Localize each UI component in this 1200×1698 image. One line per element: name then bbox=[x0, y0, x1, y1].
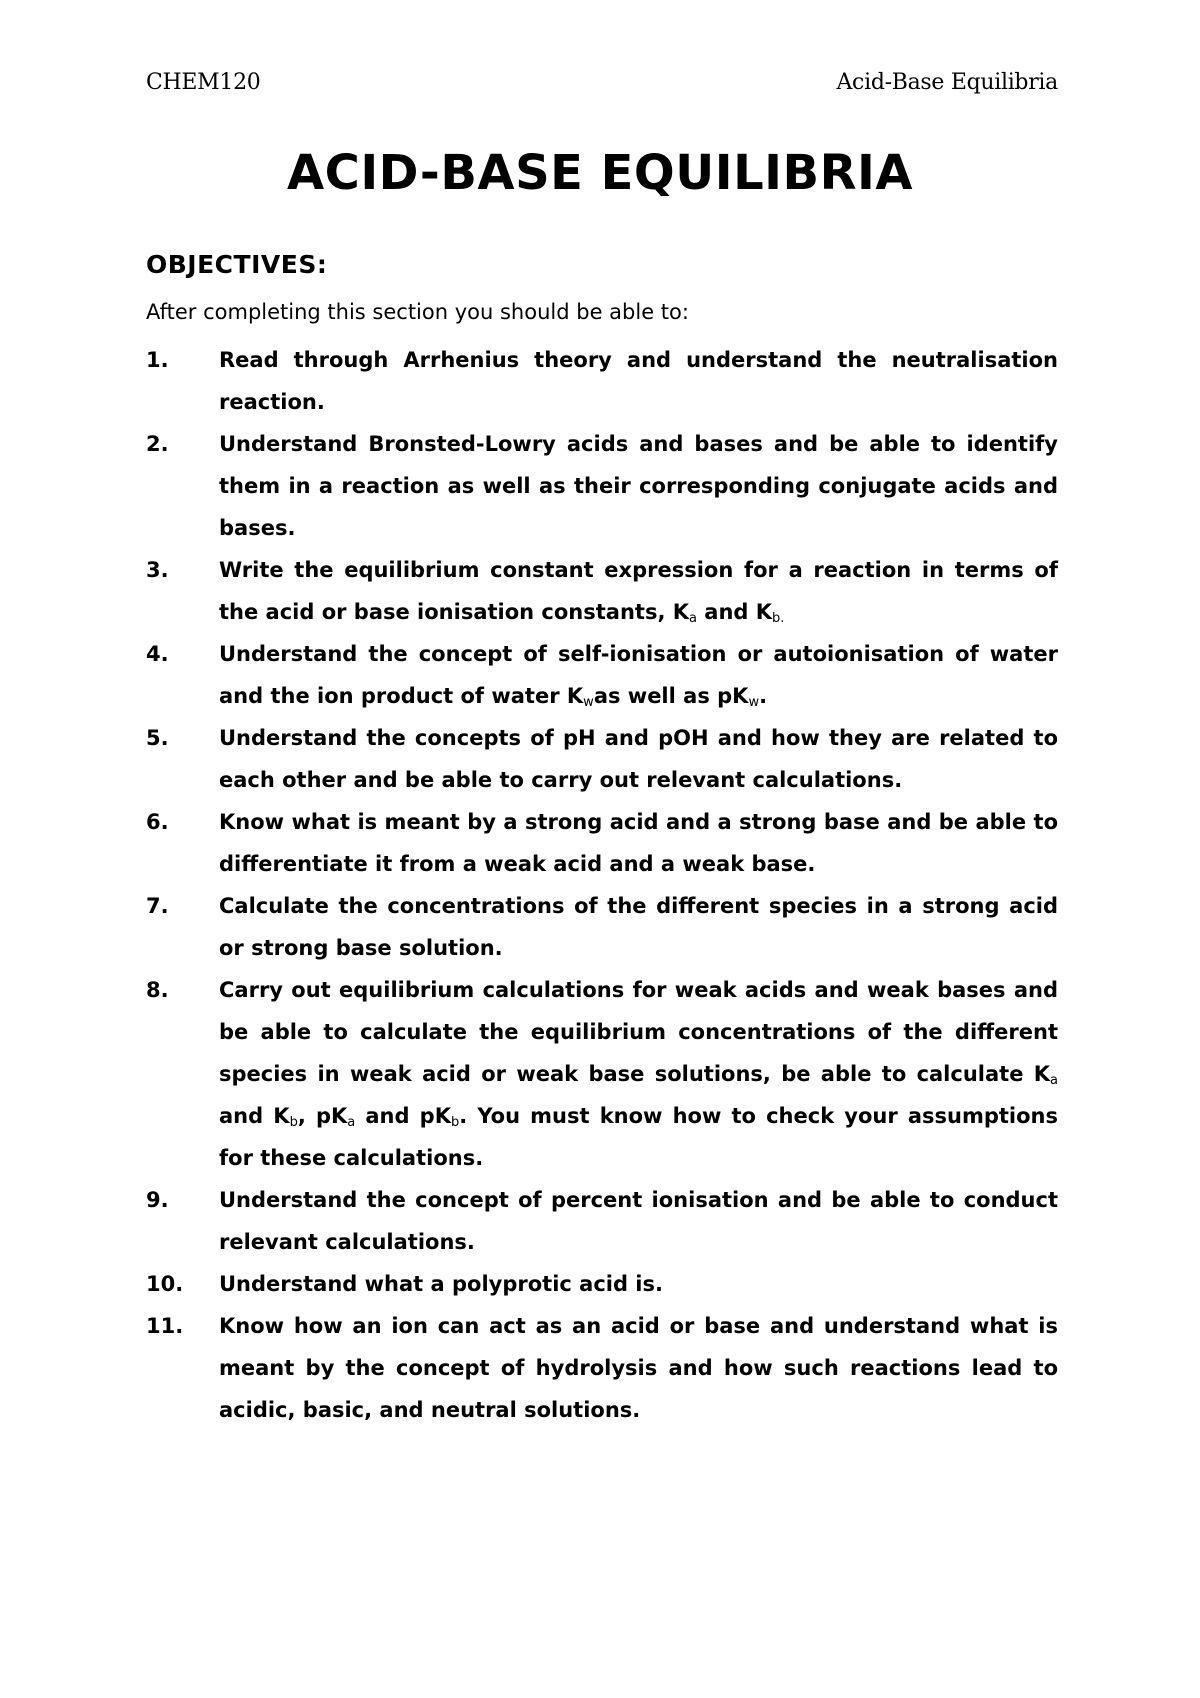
objective-number: 1. bbox=[146, 348, 169, 372]
subscript: w bbox=[583, 695, 594, 710]
objective-text bbox=[219, 969, 1058, 1179]
objective-number: 6. bbox=[146, 810, 169, 834]
objectives-list bbox=[146, 339, 1058, 1431]
objective-item bbox=[146, 1305, 1058, 1431]
objective-item bbox=[146, 717, 1058, 801]
objective-item bbox=[146, 969, 1058, 1179]
objective-text bbox=[219, 633, 1058, 717]
objective-text-segment: . You must know how to check your assumptions for these calculations. bbox=[219, 1104, 1059, 1170]
objective-text-segment: Understand the concepts of pH and pOH and how they are related to each other and be able to carry out relevant calculations. bbox=[219, 726, 1058, 792]
subscript: a bbox=[689, 611, 697, 626]
objective-text-segment: Understand what a polyprotic acid is. bbox=[219, 1272, 663, 1296]
subscript: b. bbox=[772, 611, 785, 626]
objective-text-segment: Understand Bronsted-Lowry acids and bases and be able to identify them in a reaction as well as their corresponding conjugate acids and bases. bbox=[219, 432, 1058, 540]
objective-number: 7. bbox=[146, 894, 169, 918]
objective-text bbox=[219, 717, 1058, 801]
objectives-intro: After completing this section you should be able to: bbox=[146, 300, 689, 324]
objective-text bbox=[219, 1263, 1058, 1305]
objective-item bbox=[146, 633, 1058, 717]
objective-text-segment: and K bbox=[219, 1104, 290, 1128]
subscript: w bbox=[748, 695, 760, 710]
subscript: a bbox=[1050, 1073, 1058, 1088]
header-course-code: CHEM120 bbox=[146, 70, 261, 95]
objective-number: 8. bbox=[146, 978, 169, 1002]
objective-text-segment: Write the equilibrium constant expression for a reaction in terms of the acid or base ionisation constants, K bbox=[219, 558, 1058, 624]
objective-item bbox=[146, 549, 1058, 633]
objective-number: 2. bbox=[146, 432, 169, 456]
objective-text-segment: and K bbox=[696, 600, 773, 624]
objective-item bbox=[146, 885, 1058, 969]
objective-text bbox=[219, 1305, 1058, 1431]
objectives-heading: OBJECTIVES: bbox=[146, 250, 328, 279]
objective-number: 9. bbox=[146, 1188, 169, 1212]
objective-number: 5. bbox=[146, 726, 169, 750]
objective-text-segment: Understand the concept of self-ionisation or autoionisation of water and the ion product of water K bbox=[219, 642, 1058, 708]
objective-item bbox=[146, 801, 1058, 885]
objective-number: 11. bbox=[146, 1314, 184, 1338]
page-title: ACID-BASE EQUILIBRIA bbox=[286, 145, 914, 201]
running-header bbox=[146, 70, 1058, 104]
objective-text-segment: Know how an ion can act as an acid or base and understand what is meant by the concept of hydrolysis and how such reactions lead to acidic, basic, and neutral solutions. bbox=[219, 1314, 1058, 1422]
objective-number: 4. bbox=[146, 642, 169, 666]
objective-number: 3. bbox=[146, 558, 169, 582]
objective-text-segment: and pK bbox=[355, 1104, 451, 1128]
objective-text bbox=[219, 801, 1058, 885]
objective-item bbox=[146, 423, 1058, 549]
subscript: b bbox=[451, 1115, 460, 1130]
objective-text-segment: , pK bbox=[297, 1104, 348, 1128]
objective-item bbox=[146, 1179, 1058, 1263]
objective-item bbox=[146, 339, 1058, 423]
objective-text-segment: Understand the concept of percent ionisation and be able to conduct relevant calculations. bbox=[219, 1188, 1058, 1254]
objective-text-segment: . bbox=[759, 684, 768, 708]
objective-item bbox=[146, 1263, 1058, 1305]
objective-text bbox=[219, 885, 1058, 969]
objective-text-segment: as well as pK bbox=[593, 684, 749, 708]
objective-number: 10. bbox=[146, 1272, 184, 1296]
objective-text bbox=[219, 423, 1058, 549]
objective-text-segment: Carry out equilibrium calculations for weak acids and weak bases and be able to calculate the equilibrium concentrations of the different species in weak acid or weak base solutions, be able to calculate K bbox=[219, 978, 1058, 1086]
objective-text bbox=[219, 549, 1058, 633]
objective-text-segment: Calculate the concentrations of the different species in a strong acid or strong base solution. bbox=[219, 894, 1058, 960]
header-topic: Acid-Base Equilibria bbox=[836, 70, 1058, 95]
subscript: a bbox=[347, 1115, 356, 1130]
objective-text bbox=[219, 1179, 1058, 1263]
objective-text bbox=[219, 339, 1058, 423]
subscript: b bbox=[289, 1115, 298, 1130]
objective-text-segment: Read through Arrhenius theory and understand the neutralisation reaction. bbox=[219, 348, 1058, 414]
objective-text-segment: Know what is meant by a strong acid and a strong base and be able to differentiate it from a weak acid and a weak base. bbox=[219, 810, 1058, 876]
